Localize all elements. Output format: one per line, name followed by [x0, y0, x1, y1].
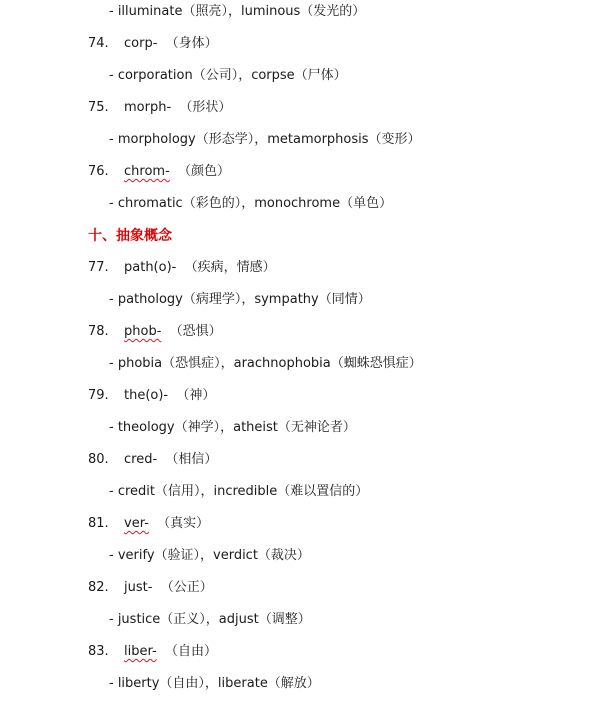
example-line: - morphology（形态学），metamorphosis（变形） — [109, 132, 421, 147]
example-line: - corporation（公司），corpse（尸体） — [109, 68, 347, 83]
root-meaning: （公正） — [160, 580, 213, 595]
root-text: chrom- — [124, 164, 170, 179]
example-line: - phobia（恐惧症），arachnophobia（蜘蛛恐惧症） — [109, 356, 422, 371]
root-text: phob- — [124, 324, 162, 339]
entry-number: 83. — [88, 644, 109, 659]
root-meaning: （身体） — [165, 36, 218, 51]
root-meaning: （相信） — [165, 452, 218, 467]
example-line: - justice（正义），adjust（调整） — [109, 612, 311, 627]
root-meaning: （自由） — [164, 644, 217, 659]
root-text: the(o)- — [124, 388, 169, 403]
section-heading: 十、抽象概念 — [88, 228, 172, 244]
entry-number: 78. — [88, 324, 109, 339]
entry-root — [124, 35, 218, 53]
example-line-top: - illuminate（照亮），luminous（发光的） — [109, 4, 366, 19]
entry-root — [124, 323, 222, 341]
example-line: - liberty（自由），liberate（解放） — [109, 676, 320, 691]
example-line: - chromatic（彩色的），monochrome（单色） — [109, 196, 393, 211]
root-meaning: （神） — [176, 388, 216, 403]
entry-root — [124, 163, 230, 181]
root-meaning: （颜色） — [178, 164, 231, 179]
root-text: cred- — [124, 452, 158, 467]
root-text: corp- — [124, 36, 158, 51]
root-text: ver- — [124, 516, 149, 531]
entry-root — [124, 259, 276, 277]
root-text: liber- — [124, 644, 157, 659]
root-text: path(o)- — [124, 260, 177, 275]
entry-root — [124, 643, 217, 661]
example-line: - credit（信用），incredible（难以置信的） — [109, 484, 369, 499]
entry-number: 76. — [88, 164, 109, 179]
entry-number: 75. — [88, 100, 109, 115]
entry-root — [124, 579, 213, 597]
root-meaning: （形状） — [179, 100, 232, 115]
root-meaning: （疾病，情感） — [184, 260, 276, 275]
entry-root — [124, 99, 231, 117]
entry-number: 80. — [88, 452, 109, 467]
example-line: - verify（验证），verdict（裁决） — [109, 548, 310, 563]
entry-number: 77. — [88, 260, 109, 275]
entry-root — [124, 515, 209, 533]
entry-number: 82. — [88, 580, 109, 595]
example-line: - theology（神学），atheist（无神论者） — [109, 420, 356, 435]
entry-number: 74. — [88, 36, 109, 51]
entry-root — [124, 387, 215, 405]
entry-number: 79. — [88, 388, 109, 403]
root-meaning: （真实） — [157, 516, 210, 531]
root-text: just- — [124, 580, 153, 595]
entry-number: 81. — [88, 516, 109, 531]
root-meaning: （恐惧） — [169, 324, 222, 339]
example-line: - pathology（病理学），sympathy（同情） — [109, 292, 371, 307]
root-text: morph- — [124, 100, 172, 115]
entry-root — [124, 451, 217, 469]
